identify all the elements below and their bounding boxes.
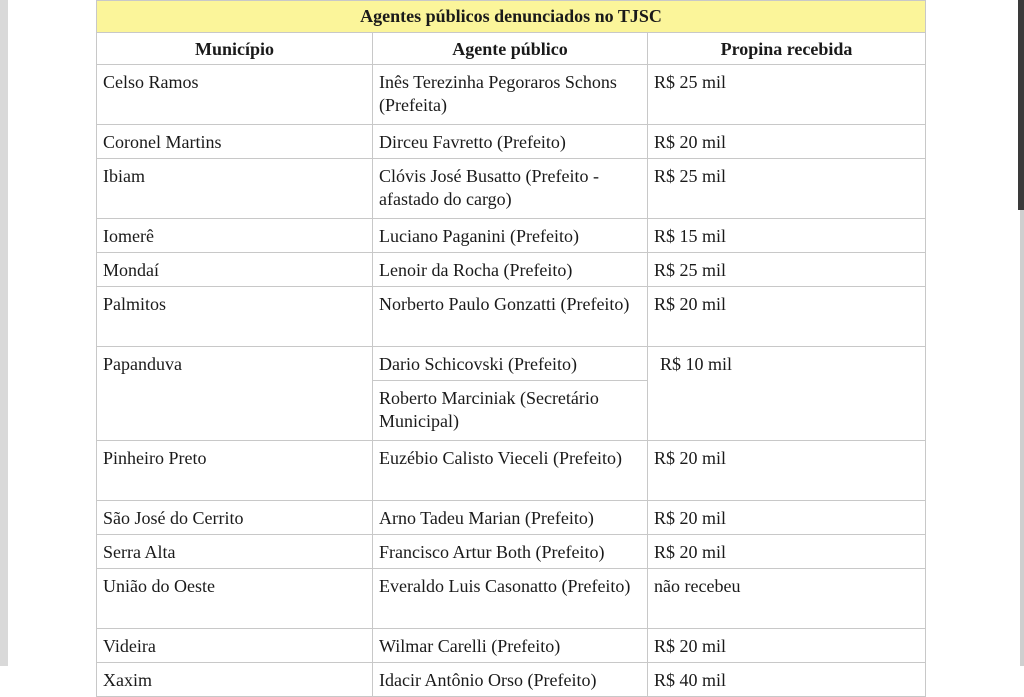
cell-propina: R$ 25 mil [648, 253, 926, 287]
cell-propina: R$ 20 mil [648, 125, 926, 159]
column-header-propina: Propina recebida [648, 33, 926, 65]
cell-municipio: Mondaí [97, 253, 373, 287]
cell-agente: Inês Terezinha Pegoraros Schons (Prefeita) [373, 65, 648, 125]
cell-propina: R$ 20 mil [648, 287, 926, 347]
cell-municipio: Papanduva [97, 347, 373, 441]
cell-agente: Francisco Artur Both (Prefeito) [373, 535, 648, 569]
table-title-row [97, 1, 926, 33]
cell-propina: R$ 20 mil [648, 501, 926, 535]
cell-propina: R$ 15 mil [648, 219, 926, 253]
cell-agente: Norberto Paulo Gonzatti (Prefeito) [373, 287, 648, 347]
cell-propina: R$ 25 mil [648, 159, 926, 219]
cell-municipio: Serra Alta [97, 535, 373, 569]
right-edge-dark-strip [1018, 0, 1024, 210]
table-row [97, 441, 926, 501]
table-row [97, 287, 926, 347]
cell-municipio: Xaxim [97, 663, 373, 697]
cell-propina: R$ 40 mil [648, 663, 926, 697]
cell-agente: Idacir Antônio Orso (Prefeito) [373, 663, 648, 697]
cell-municipio: União do Oeste [97, 569, 373, 629]
table-row [97, 535, 926, 569]
table-row [97, 65, 926, 125]
right-edge-strip [1020, 210, 1024, 666]
cell-agente: Dario Schicovski (Prefeito) [373, 347, 648, 381]
table-row [97, 347, 926, 381]
cell-propina: R$ 20 mil [648, 535, 926, 569]
cell-agente: Arno Tadeu Marian (Prefeito) [373, 501, 648, 535]
cell-municipio: Coronel Martins [97, 125, 373, 159]
cell-municipio: Videira [97, 629, 373, 663]
cell-agente: Lenoir da Rocha (Prefeito) [373, 253, 648, 287]
left-edge-shadow [0, 0, 8, 666]
column-header-municipio: Município [97, 33, 373, 65]
table-row [97, 253, 926, 287]
cell-municipio: Iomerê [97, 219, 373, 253]
column-header-agente: Agente público [373, 33, 648, 65]
table-header-row [97, 33, 926, 65]
table-row [97, 125, 926, 159]
table-row [97, 219, 926, 253]
cell-municipio: Palmitos [97, 287, 373, 347]
table-row [97, 159, 926, 219]
table-row [97, 501, 926, 535]
cell-propina: R$ 10 mil [648, 347, 926, 441]
cell-agente: Clóvis José Busatto (Prefeito - afastado do cargo) [373, 159, 648, 219]
table-row [97, 569, 926, 629]
cell-propina: não recebeu [648, 569, 926, 629]
cell-municipio: Celso Ramos [97, 65, 373, 125]
cell-municipio: Pinheiro Preto [97, 441, 373, 501]
table-row [97, 663, 926, 697]
cell-agente: Wilmar Carelli (Prefeito) [373, 629, 648, 663]
cell-municipio: Ibiam [97, 159, 373, 219]
table-row [97, 629, 926, 663]
cell-propina: R$ 20 mil [648, 629, 926, 663]
denounced-agents-table [96, 0, 926, 697]
cell-agente: Roberto Marciniak (Secretário Municipal) [373, 381, 648, 441]
cell-agente: Euzébio Calisto Vieceli (Prefeito) [373, 441, 648, 501]
cell-propina: R$ 25 mil [648, 65, 926, 125]
cell-agente: Everaldo Luis Casonatto (Prefeito) [373, 569, 648, 629]
table-title: Agentes públicos denunciados no TJSC [97, 1, 926, 33]
cell-propina: R$ 20 mil [648, 441, 926, 501]
cell-municipio: São José do Cerrito [97, 501, 373, 535]
cell-agente: Dirceu Favretto (Prefeito) [373, 125, 648, 159]
cell-agente: Luciano Paganini (Prefeito) [373, 219, 648, 253]
